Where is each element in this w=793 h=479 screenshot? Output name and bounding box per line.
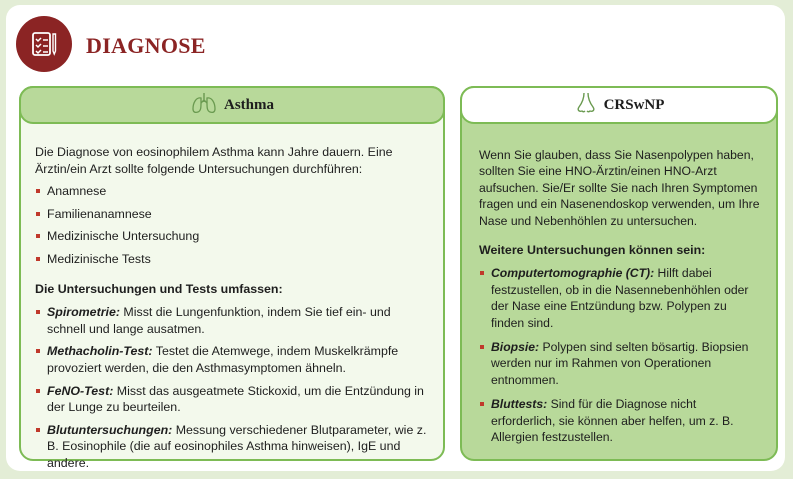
list-item <box>35 422 429 472</box>
crswnp-content <box>479 147 760 454</box>
list-item <box>35 304 429 337</box>
list-item: Anamnese <box>35 183 429 200</box>
checklist-icon <box>16 16 72 72</box>
test-term: Methacholin-Test: <box>47 344 153 359</box>
test-text: Testet die Atemwege, indem Muskelkrämpfe provoziert werden, die den Asthmasymptomen ähneln. <box>47 344 399 375</box>
asthma-content <box>35 144 429 478</box>
page-title: DIAGNOSE <box>86 33 206 58</box>
asthma-intro: Die Diagnose von eosinophilem Asthma kann Jahre dauern. Eine Ärztin/ein Arzt sollte folgende Untersuchungen durchführen: <box>35 145 393 176</box>
test-term: FeNO-Test: <box>47 383 114 398</box>
test-term: Blutuntersuchungen: <box>47 422 173 437</box>
crswnp-subheading: Weitere Untersuchungen können sein: <box>479 243 706 258</box>
asthma-tests-list <box>35 304 429 471</box>
nose-icon <box>574 91 598 120</box>
test-term: Spirometrie: <box>47 305 120 320</box>
test-term: Biopsie: <box>491 340 540 355</box>
test-text: Polypen sind selten bösartig. Biopsien werden nur im Rahmen von Operationen entnommen. <box>491 340 749 387</box>
test-text: Messung verschiedener Blutparameter, wie z. B. Eosinophile (die auf eosinophiles Asthma hinweisen), IgE und andere. <box>47 422 427 470</box>
asthma-subheading: Die Untersuchungen und Tests umfassen: <box>35 281 283 296</box>
list-item <box>479 265 760 331</box>
crswnp-title: CRSwNP <box>603 96 665 113</box>
lungs-icon <box>190 91 218 120</box>
list-item <box>479 396 760 445</box>
test-term: Computertomographie (CT): <box>491 266 655 281</box>
test-text: Misst das ausgeatmete Stickoxid, um die Entzündung in der Lunge zu beurteilen. <box>47 383 424 415</box>
test-text: Sind für die Diagnose nicht erforderlich, sie können aber helfen, um z. B. Allergien festzustellen. <box>491 397 734 445</box>
test-text: Misst die Lungenfunktion, indem Sie tief ein- und schnell und lange ausatmen. <box>47 305 391 336</box>
crswnp-intro: Wenn Sie glauben, dass Sie Nasenpolypen haben, sollten Sie eine HNO-Ärztin/einen HNO-Arzt aufsuchen. Sie/Er sollte Sie nach Ihren Symptomen fragen und ein Nasenendoskop verwenden, um Ihre Nase und Nebenhöhlen zu untersuchen. <box>479 148 760 228</box>
list-item: Medizinische Untersuchung <box>35 228 429 245</box>
asthma-title: Asthma <box>223 96 274 113</box>
crswnp-tab <box>460 86 778 124</box>
asthma-exam-list <box>35 183 429 267</box>
asthma-panel <box>19 86 445 470</box>
list-item <box>35 343 429 376</box>
test-text: Hilft dabei festzustellen, ob in die Nasennebenhöhlen oder der Nase eine Entzündung bzw. Polypen zu finden sind. <box>491 266 749 330</box>
test-term: Bluttests: <box>491 397 548 412</box>
list-item <box>35 383 429 416</box>
list-item: Medizinische Tests <box>35 251 429 268</box>
crswnp-panel <box>460 86 778 461</box>
crswnp-tests-list <box>479 265 760 445</box>
asthma-tab <box>19 86 445 124</box>
list-item <box>479 339 760 388</box>
list-item: Familienanamnese <box>35 206 429 223</box>
